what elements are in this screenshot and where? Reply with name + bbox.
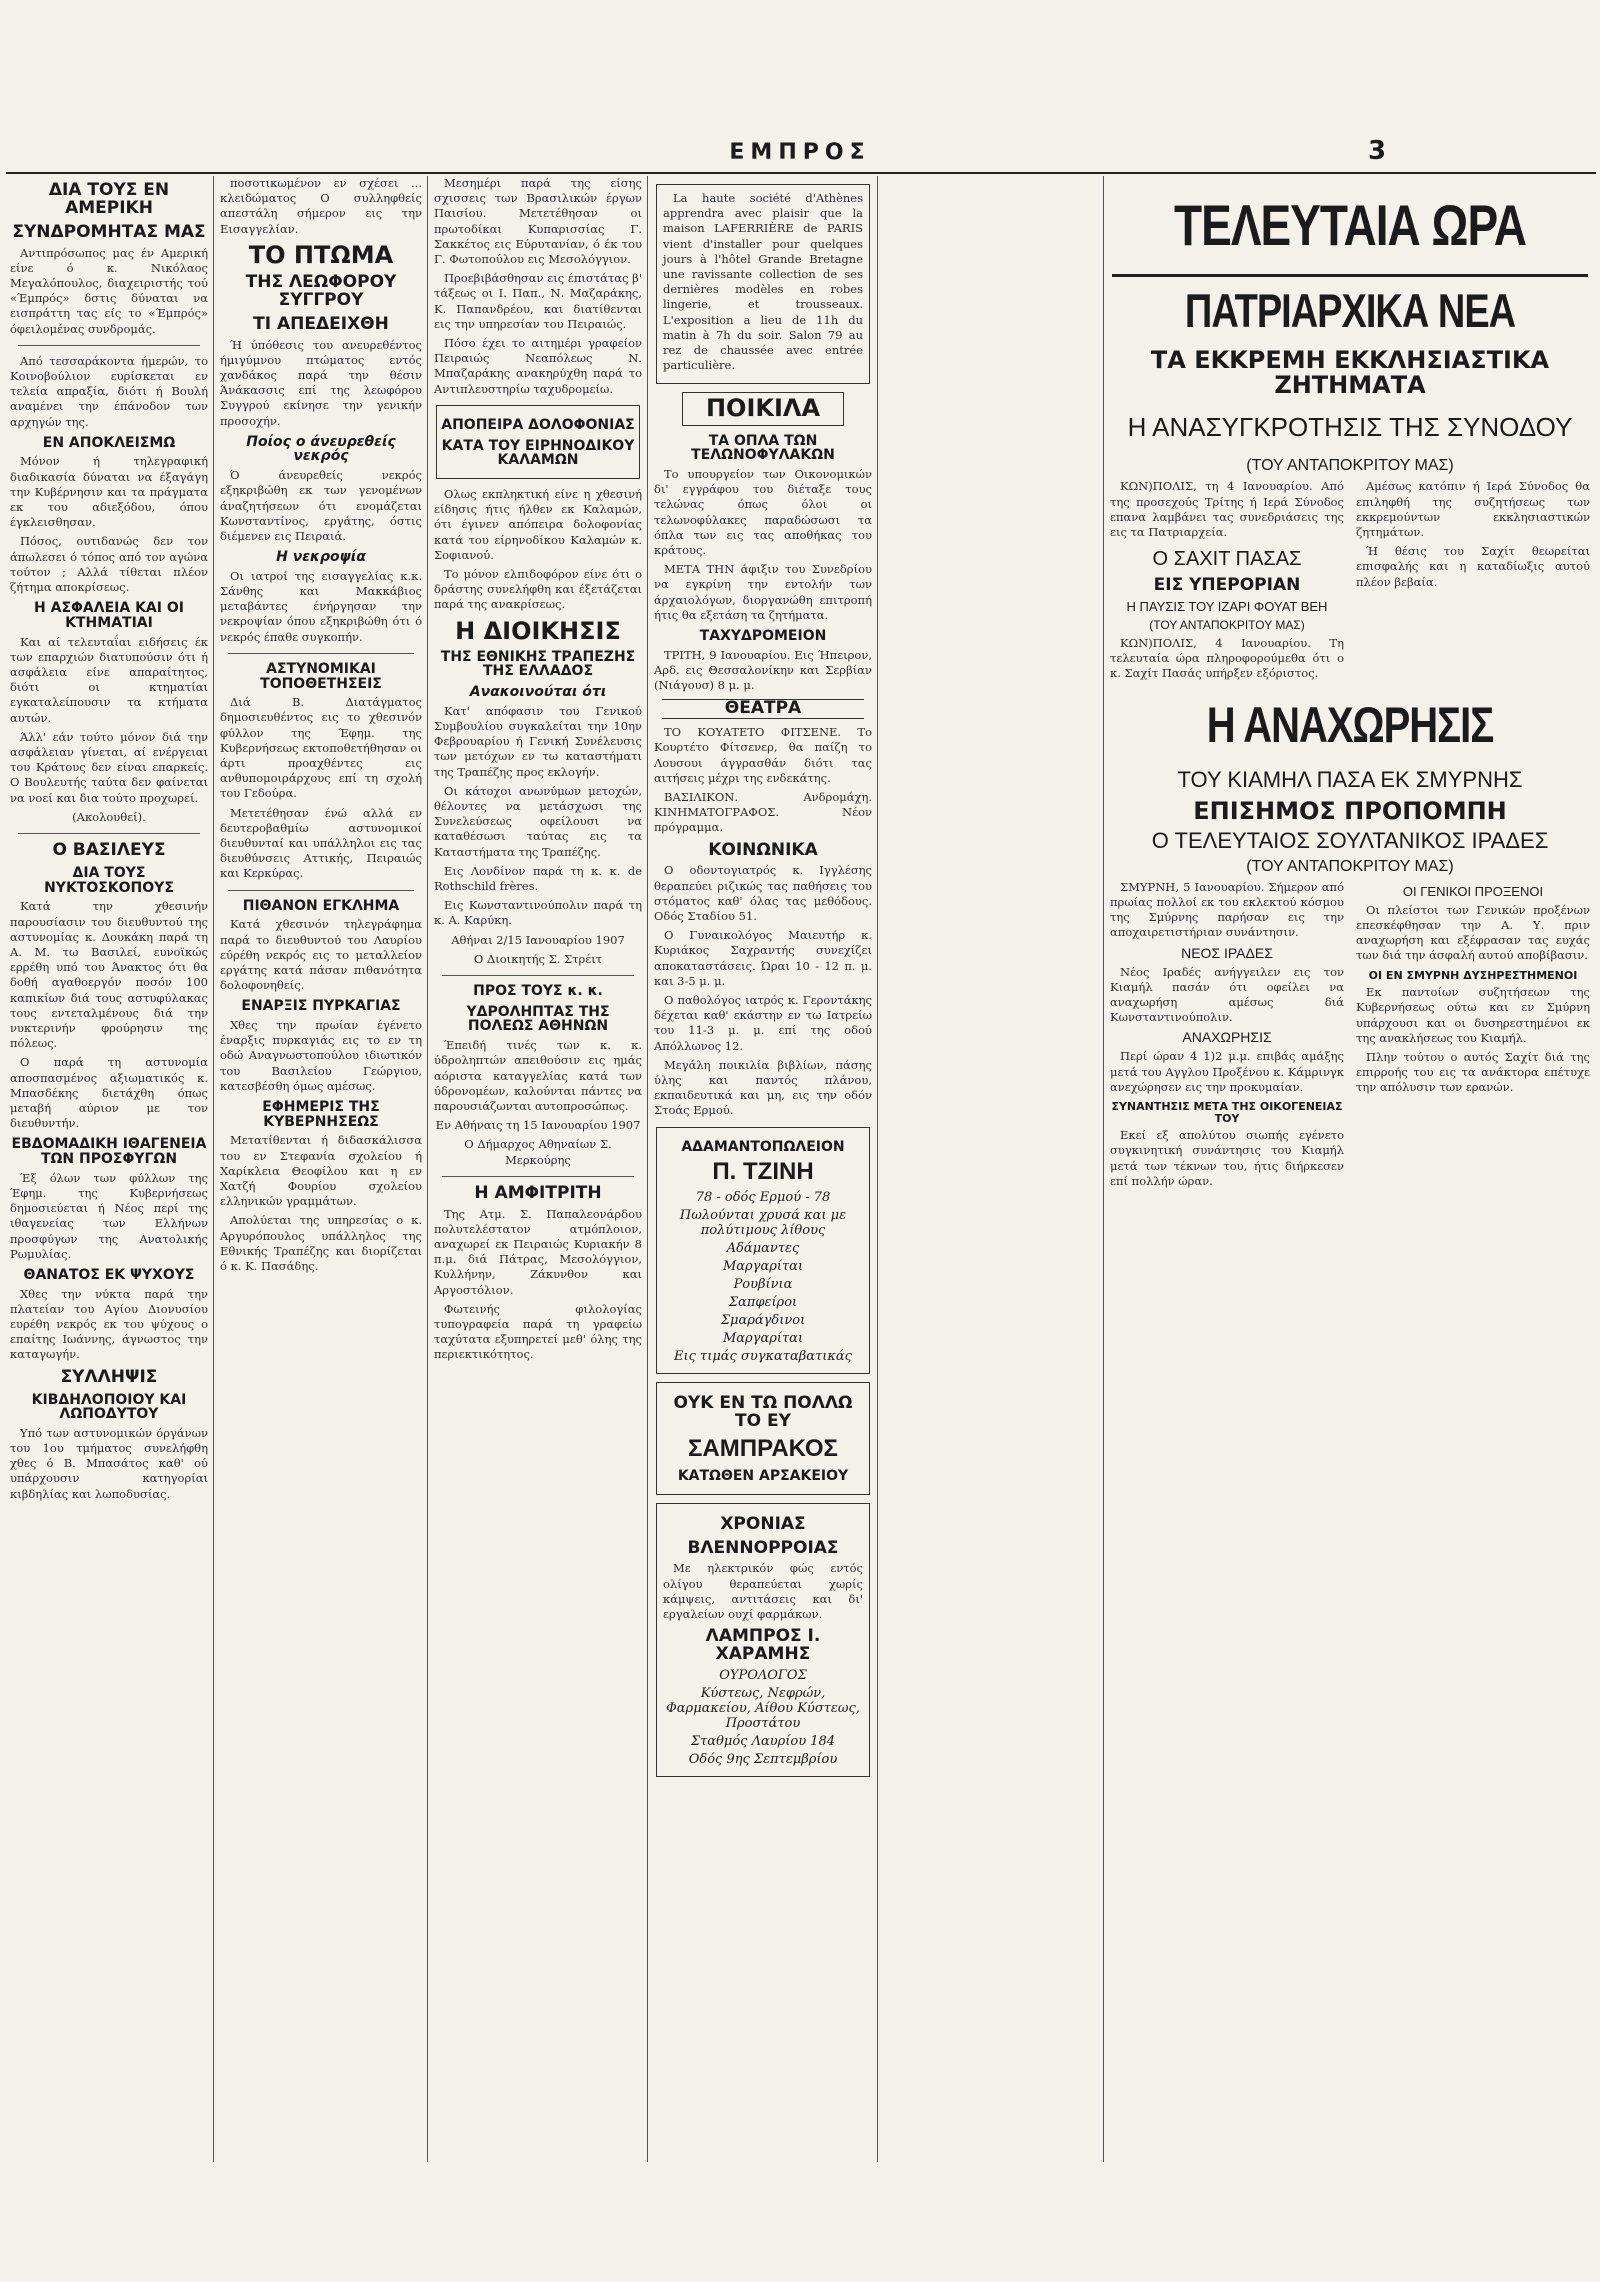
article-text: Διά Β. Διατάγματος δημοσιευθέντος εις το χθεσινόν φύλλον της Έφημ. της Κυβερνήσεως εκτοποθετήθησαν οι άρτι προαχθέντες εις ανθυπομοιράρχους επί τη σχολή του Γεδούρα. <box>220 695 422 801</box>
headline: Η ΑΝΑΣΥΓΚΡΟΤΗΣΙΣ ΤΗΣ ΣΥΝΟΔΟΥ <box>1127 412 1573 443</box>
headline: ΕΦΗΜΕΡΙΣ ΤΗΣ ΚΥΒΕΡΝΗΣΕΩΣ <box>262 1099 380 1130</box>
separator <box>18 345 200 346</box>
article-text: Οι κάτοχοι ανωνύμων μετοχών, θέλοντες να μετάσχωσι της Συνελεύσεως οφείλουσι να καταθέσωσι ταύτας εις τα Καταστήματα της Τραπέζης. <box>434 783 642 859</box>
article-text: Φωτεινής φιλολογίας τυπογραφεία παρά τη γραφείω ταχύτατα εξυπηρετεί μεθ' όλης της περιεκτικότητος. <box>434 1301 642 1362</box>
article-text: Ή ύπόθεσις του ανευρεθέντος ήμιγύμνου πτώματος εντός χανδάκος παρά την θέσιν Άνάκασσις επί της λεωφόρου Συγγρού εκίνησε την γενικήν προσοχήν. <box>220 337 422 428</box>
subheadline: ΑΝΑΧΩΡΗΣΙΣ <box>1182 1029 1272 1046</box>
article-text: Ο οδοντογιατρός κ. Ιγγλέσης θεραπεύει ριζικώς τας παθήσεις του στόματος καθ' όλας τας μεθόδους. Οδός Σταδίου 51. <box>654 863 872 924</box>
headline: ΑΠΟΠΕΙΡΑ ΔΟΛΟΦΟΝΙΑΣ <box>441 416 635 433</box>
headline: ΚΟΙΝΩΝΙΚΑ <box>708 839 818 860</box>
article-text: Άλλ' εάν τούτο μόνον διά την ασφάλειαν γίνεται, αί ενέργειαι του Κράτους δεν είναι επαρκείς. Ο Βουλευτής ταύτα δεν φαίνεται να νοεί και δια τούτο προχωρεί. <box>10 729 208 805</box>
column-2 <box>218 176 424 2162</box>
article-text: ΤΟ ΚΟΥΑΤΕΤΟ ΦΙΤΣΕΝΕ. Το Κουρτέτο Φίτσενερ, θα παίζη το Λουσουι άγγρασθάν διότι τας αιτήσεις μέχρι της ενδεκάτης. <box>654 725 872 785</box>
separator <box>228 890 414 891</box>
article-text: Ο Γυναικολόγος Μαιευτήρ κ. Κυριάκος Σαχραντής συνεχίζει αποκαταστάσεις. Ώραι 10 - 12 π. μ. και 3-5 μ. μ. <box>654 928 872 988</box>
headline: ΠΡΟΣ ΤΟΥΣ κ. κ. <box>473 983 603 1000</box>
article-text: Κατά την χθεσινήν παρουσίασιν του διευθυντού της αστυνομίας κ. Δουκάκη παρά τη Α. Μ. τω Βασιλεί, ευνοϊκώς ερρέθη υπό του Άνακτος ότι θα δοθή αγαθοεργόν ποσόν 100 καπικίων διά τους αστυφύλακας τους εντεταλμένους διά την νυκτερινήν φρούρησιν της πόλεως. <box>10 899 208 1051</box>
top-rule <box>6 172 1596 174</box>
ad-line: ΑΔΑΜΑΝΤΟΠΩΛΕΙΟΝ <box>681 1138 845 1155</box>
ad-title: ΧΡΟΝΙΑΣ <box>720 1513 806 1534</box>
signature: Αθήναι 2/15 Ιανουαρίου 1907 <box>451 932 625 947</box>
two-column-block <box>1108 479 1592 544</box>
ad-line: Μαργαρίται <box>722 1259 804 1275</box>
last-hour-section <box>1108 176 1592 2162</box>
subheadline: Ανακοινούται ότι <box>469 684 607 701</box>
article-text: Από τεσσαράκοντα ήμερών, το Κοινοβούλιον ευρίσκεται εν τελεία απραξία, διότι ή Βουλή αναμένει την έπάνοδον των αρχηγών της. <box>10 353 208 429</box>
headline: ΑΣΤΥΝΟΜΙΚΑΙ ΤΟΠΟΘΕΤΗΣΕΙΣ <box>260 660 382 692</box>
two-column-block <box>1108 880 1592 1193</box>
article-text: Κατ' απόφασιν του Γενικού Συμβουλίου συγκαλείται την 10ην Φεβρουαρίου ή Γενική Συνέλευσις των μετόχων εν τω καταστήματι της Τραπέζης προς εκλογήν. <box>434 703 642 779</box>
subheadline: ΟΙ ΕΝ ΣΜΥΡΝΗ ΔΥΣΗΡΕΣΤΗΜΕΝΟΙ <box>1368 968 1578 982</box>
article-text: Αμέσως κατόπιν ή Ιερά Σύνοδος θα επιληφθή της συζητήσεως των εκκρεμούντων εκκλησιαστικών ζητημάτων. <box>1356 479 1590 539</box>
column-divider <box>877 176 878 2162</box>
ad-line: Σμαράγδινοι <box>720 1313 806 1329</box>
article-text: Και αί τελευταΐαι ειδήσεις έκ των επαρχιών διατυπούσιν ότι ή ασφάλεια είνε απαραίτητος, διότι οι κτηματίαι εγκαταλείπουσιν τα κτήματα αυτών. <box>10 634 208 725</box>
column-1 <box>8 176 210 2162</box>
ad-line: Ρουβίνια <box>733 1277 793 1293</box>
headline: Η ΑΜΦΙΤΡΙΤΗ <box>474 1182 602 1203</box>
masthead <box>0 136 1600 168</box>
article-text: Νέος Ιραδές ανήγγειλεν εις τον Κιαμήλ πασάν ότι οφείλει να αναχωρήση αμέσως διά Κωνσταντινούπολιν. <box>1110 964 1344 1025</box>
subheadline: ΣΥΝΑΝΤΗΣΙΣ ΜΕΤΑ ΤΗΣ ΟΙΚΟΓΕΝΕΙΑΣ ΤΟΥ <box>1111 1100 1343 1125</box>
headline: ΣΥΝΔΡΟΜΗΤΑΣ ΜΑΣ <box>12 221 206 242</box>
ad-line: 78 - οδός Ερμού - 78 <box>695 1190 831 1206</box>
subheadline: ΤΑ ΟΠΛΑ ΤΩΝ ΤΕΛΩΝΟΦΥΛΑΚΩΝ <box>691 432 835 464</box>
article-text: Περί ώραν 4 1)2 μ.μ. επιβάς αμάξης μετά του Αγγλου Προξένου κ. Κάμρινγκ ανεχώρησεν εις την προκυμαίαν. <box>1110 1049 1344 1094</box>
headline: ΘΕΑΤΡΑ <box>662 699 864 719</box>
subheadline: Η ΑΣΦΑΛΕΙΑ ΚΑΙ ΟΙ ΚΤΗΜΑΤΙΑΙ <box>34 600 184 631</box>
article-text: ΣΜΥΡΝΗ, 5 Ιανουαρίου. Σήμερον από πρωίας πολλοί εκ του εκλεκτού κόσμου της Σμύρνης παρήσαν εις την αποχαιρετιστήριαν συνάντησιν. <box>1110 879 1344 940</box>
article-text: Ή θέσις του Σαχίτ θεωρείται επισφαλής και η καταδίωξις αυτού πλέον βεβαία. <box>1356 544 1590 589</box>
ad-line: Σαπφείροι <box>728 1295 798 1311</box>
advertisement-box <box>656 1503 870 1777</box>
article-text: Πόσο έχει το αιτημέρι γραφείον Πειραιώς Νεαπόλεως Ν. Μπαζαράκης ανακηρύχθη παρά το Αντιπλευστηρίω ταχυδρομείω. <box>434 336 642 396</box>
column-divider <box>427 176 428 2162</box>
article-text: Μεγάλη ποικιλία βιβλίων, πάσης ύλης και παντός πλάνου, εκπαιδευτικά και μη, εις την οδόν Στοάς Ερμού. <box>654 1057 872 1118</box>
headline: Ο ΒΑΣΙΛΕΥΣ <box>52 840 166 861</box>
ad-title: ΛΑΜΠΡΟΣ Ι. ΧΑΡΑΜΗΣ <box>705 1626 821 1665</box>
column-4 <box>652 176 874 2162</box>
article-text: Χθες την πρωίαν έγένετο έναρξις πυρκαγιάς εις το εν τη οδώ Αναγνωστοπούλου ιδιωτικόν του Βασιλείου Γεώργιου, κατεσβέσθη όμως αμέσως. <box>220 1018 422 1093</box>
article-text: ΜΕΤΑ ΤΗΝ άφιξιν του Συνεδρίου να εγκρίνη την εντολήν των άρχαιολόγων, διοργανώθη επιτροπή ήτις θα εξετάση τα ζητήματα. <box>654 562 872 622</box>
headline: ΚΙΒΔΗΛΟΠΟΙΟΥ ΚΑΙ ΛΩΠΟΔΥΤΟΥ <box>31 1391 187 1423</box>
headline: ΕΝΑΡΞΙΣ ΠΥΡΚΑΓΙΑΣ <box>241 998 401 1015</box>
advertisement-box <box>656 1382 870 1494</box>
headline: ΚΑΤΑ ΤΟΥ ΕΙΡΗΝΟΔΙΚΟΥ ΚΑΛΑΜΩΝ <box>441 437 635 469</box>
article-text: Το υπουργείον των Οικονομικών δι' εγγράφου του διέταξε τους τελώνας όπως όλοι οι τελωνοφύλακες παραδώσωσι τα όπλα των εις τας αποθήκας του κράτους. <box>654 467 872 558</box>
headline: ΤΙ ΑΠΕΔΕΙΧΘΗ <box>253 313 389 334</box>
article-text: Αντιπρόσωπος μας έν Αμερική είνε ό κ. Νικόλαος Μεγαλόπουλος, διαχειριστής τού «Έμπρός» δστις δύναται να εισπράττη τας είς το «Έμπρός» όφειλομένας συνδρομάς. <box>10 245 208 336</box>
ad-line: ΟΥΡΟΛΟΓΟΣ <box>719 1667 807 1683</box>
ad-line: ΚΑΤΩΘΕΝ ΑΡΣΑΚΕΙΟΥ <box>677 1468 849 1485</box>
headline: ΔΙΑ ΤΟΥΣ ΕΝ ΑΜΕΡΙΚΗ <box>48 180 170 218</box>
two-column-block <box>1108 544 1592 685</box>
subheadline: ΕΝ ΑΠΟΚΛΕΙΣΜΩ <box>42 434 176 451</box>
ad-line: Μαργαρίται <box>722 1331 804 1347</box>
ad-title: ΒΛΕΝΝΟΡΡΟΙΑΣ <box>687 1537 839 1558</box>
headline: ΘΑΝΑΤΟΣ ΕΚ ΨΥΧΟΥΣ <box>23 1266 195 1283</box>
subheadline: Η ΠΑΥΣΙΣ ΤΟΥ ΙΖΑΡΙ ΦΟΥΑΤ ΒΕΗ <box>1126 599 1328 615</box>
correspondent-note: (ΤΟΥ ΑΝΤΑΠΟΚΡΙΤΟΥ ΜΑΣ) <box>1149 618 1305 633</box>
column-divider <box>1103 176 1104 2162</box>
article-text: Έξ όλων των φύλλων της Έφημ. της Κυβερνήσεως δημοσιεύεται ή Νέος περί της ιθαγενείας των Ελλήνων προσφύγων της Ανατολικής Ρωμυλίας. <box>10 1170 208 1261</box>
advertisement-text: La haute société d'Athènes apprendra avec plaisir que la maison LAFERRIÈRE de PARIS vient d'installer pour quelques jours à l'hôtel Grande Bretagne une ravissante collection de ses dernières modèles en robes lingerie, et trousseaux. L'exposition a lieu de 11h du matin à 7h du soir. Salon 79 au rez de chaussée avec entrée particulière. <box>663 191 863 373</box>
separator <box>442 1176 634 1177</box>
headline: ΤΟ ΠΤΩΜΑ <box>248 240 394 269</box>
subheadline: Ποίος ο άνευρεθείς νεκρός <box>246 433 396 465</box>
article-text: Οι πλείστοι των Γενικών προξένων επεσκέφθησαν την Α. Υ. πριν αναχωρήση και εξέφρασαν τας ευχάς των διά την άσφαλή αυτού αποβίβασιν. <box>1356 902 1590 963</box>
article-text: Εκεί εξ απολύτου σιωπής εγένετο συγκινητική συνάντησις του Κιαμήλ μετά των τέκνων του, ήτις διήρκεσεν επί πολλήν ώραν. <box>1110 1128 1344 1188</box>
article-text: Μεσημέρι παρά της είσης σχισσεις των Βρασιλικών έργων Παισίου. Μετετέθησαν οι πρωτοδίκαι Κυπαρισσίας Γ. Σακκέτος εις Εύρυτανίαν, ό έκ του Γ. Φωτοπούλου εις Μεσολόγγιον. <box>434 176 642 267</box>
separator <box>1112 274 1588 277</box>
separator <box>228 653 414 654</box>
article-text: Χθες την νύκτα παρά την πλατείαν του Αγίου Διονυσίου ευρέθη νεκρός εκ του ψύχους ο επαίτης Ιωάννης, άγνωστος την καταγωγήν. <box>10 1286 208 1362</box>
advertisement-box <box>656 1127 870 1375</box>
ad-line: ΟΥΚ ΕΝ ΤΩ ΠΟΛΛΩ ΤΟ ΕΥ <box>673 1393 853 1432</box>
headline: ΤΗΣ ΛΕΩΦΟΡΟΥ ΣΥΓΓΡΟΥ <box>245 272 397 310</box>
headline: Η ΑΝΑΧΩΡΗΣΙΣ <box>1206 698 1494 754</box>
article-text: Υπό των αστυνομικών όργάνων του 1ου τμήματος συνελήφθη χθες ό Β. Μπασάτος καθ' ού υπάρχουσιν κατηγορίαι κιβδηλίας και λωποδυσίας. <box>10 1425 208 1501</box>
article-text: Απολύεται της υπηρεσίας ο κ. Αργυρόπουλος υπάλληλος της Εθνικής Τραπέζης και διορίζεται ό κ. Κ. Πασάδης. <box>220 1213 422 1274</box>
signature: Ο Δήμαρχος Αθηναίων Σ. Μερκούρης <box>464 1137 612 1167</box>
correspondent-note: (ΤΟΥ ΑΝΤΑΠΟΚΡΙΤΟΥ ΜΑΣ) <box>1246 457 1454 475</box>
separator <box>442 975 634 976</box>
article-text: Προεβιβάσθησαν εις έπιστάτας β' τάξεως οι Ι. Παπ., Ν. Μαζαράκης, Κ. Παπανδρέου, και διατίθενται εις την υπηρεσίαν του Πειραιώς. <box>434 271 642 331</box>
separator <box>18 833 200 834</box>
ad-line: Οδός 9ης Σεπτεμβρίου <box>688 1751 838 1767</box>
article-text: Εκ παντοίων συζητήσεων της Κυβερνήσεως ούτω και εν Σμύρνη υπάρχουσι και οι δυσηρεστημένοι εκ της ανακλήσεως του Κιαμήλ. <box>1356 985 1590 1045</box>
headline: ΥΔΡΟΛΗΠΤΑΣ ΤΗΣ ΠΟΛΕΩΣ ΑΘΗΝΩΝ <box>466 1003 610 1035</box>
correspondent-note: (ΤΟΥ ΑΝΤΑΠΟΚΡΙΤΟΥ ΜΑΣ) <box>1246 857 1454 875</box>
article-text: Ο παθολόγος ιατρός κ. Γεροντάκης δέχεται καθ' εκάστην εν τω Ιατρείω του 11-3 μ. μ. επί της οδού Απόλλωνος 12. <box>654 993 872 1053</box>
headline: ΠΙΘΑΝΟΝ ΕΓΚΛΗΜΑ <box>242 897 400 914</box>
signature: Ο Διοικητής Σ. Στρέιτ <box>473 951 603 966</box>
article-text: Ό άνευρεθείς νεκρός εξηκριβώθη εκ των γενομένων άναζητήσεων ότι ενομάζεται Κωνσταντίνος, εργάτης, όστις διέμενεν εις Πειραιά. <box>220 468 422 543</box>
newspaper-title: ΕΜΠΡΟΣ <box>729 140 871 165</box>
column-3 <box>432 176 644 2162</box>
headline: ΠΑΤΡΙΑΡΧΙΚΑ ΝΕΑ <box>1184 285 1516 339</box>
article-text: Έπειδή τινές των κ. κ. ύδροληπτών απειθούσιν εις ημάς αόριστα καταγγελίας κατά των ύδρονομέων, καλούνται πάντες να παρουσιάζωνται αυτοπροσώπως. <box>434 1038 642 1113</box>
headline: ΤΑ ΕΚΚΡΕΜΗ ΕΚΚΛΗΣΙΑΣΤΙΚΑ ΖΗΤΗΜΑΤΑ <box>1150 346 1550 400</box>
ad-line: Αδάμαντες <box>726 1241 800 1257</box>
headline: Ο ΤΕΛΕΥΤΑΙΟΣ ΣΟΥΛΤΑΝΙΚΟΣ ΙΡΑΔΕΣ <box>1151 827 1549 853</box>
ad-line: Πωλούνται χρυσά και με πολύτιμους λίθους <box>679 1208 847 1239</box>
article-text: Πλην τούτου ο αυτός Σαχίτ διά της επιρροής του εις τα ανάκτορα επέτυχε την απόλυσιν των ερανών. <box>1356 1050 1590 1095</box>
subheadline: Η νεκροψία <box>276 549 366 566</box>
headline-box <box>436 405 640 479</box>
article-text: Κατά χθεσινόν τηλεγράφημα παρά το διευθυντού του Λαυρίου εύρέθη νεκρός εις το μεταλλείον εργάτης κατά πάσαν πιθανότητα δολοφονηθείς. <box>220 917 422 993</box>
article-text: ΚΩΝ)ΠΟΛΙΣ, τη 4 Ιανουαρίου. Από της προσεχούς Τρίτης ή Ιερά Σύνοδος επανα λαμβάνει τας συνεδριάσεις της εις τα Πατριαρχεία. <box>1110 479 1344 539</box>
article-text: Πόσος, ουτιδανώς δεν τον άπωλεσει ό τόπος από τον αγώνα τούτον ; Αλλά τίθεται πλέον ζήτημα αποκρίσεως. <box>10 534 208 595</box>
signature: Εν Αθήναις τη 15 Ιανουαρίου 1907 <box>435 1118 641 1133</box>
article-text: Της Ατμ. Σ. Παπαλεονάρδου πολυτελέστατον ατμόπλοιον, αναχωρεί εκ Πειραιώς Κυριακήν 8 π.μ. διά Πάτρας, Μεσολόγγιον, Κυλλήνην, Ζάκυνθον και Αργοστόλιον. <box>434 1206 642 1297</box>
headline-main: ΤΕΛΕΥΤΑΙΑ ΩΡΑ <box>1174 192 1526 258</box>
column-divider <box>213 176 214 2162</box>
article-text: Οι ιατροί της εισαγγελίας κ.κ. Σάνθης και Μακκάβιος μεταβάντες ένήργησαν την νεκροψίαν όπου εξηκριβώθη ότι ό νεκρός έπαθε συγκοπήν. <box>220 568 422 644</box>
column-divider <box>647 176 648 2162</box>
subheadline: ΝΕΟΣ ΙΡΑΔΕΣ <box>1181 944 1273 961</box>
article-text: ΒΑΣΙΛΙΚΟΝ. Ανδρομάχη. ΚΙΝΗΜΑΤΟΓΡΑΦΟΣ. Νέον πρόγραμμα. <box>654 789 872 835</box>
ad-line: Κύστεως, Νεφρών, Φαρμακείου, Αίθου Κύστεως, Προστάτου <box>666 1685 860 1731</box>
advertisement-box <box>656 184 870 384</box>
subheadline: ΟΙ ΓΕΝΙΚΟΙ ΠΡΟΞΕΝΟΙ <box>1402 883 1544 899</box>
article-text: Το μόνον ελπιδοφόρον είνε ότι ο δράστης συνελήφθη και έξετάζεται παρά της ανακρίσεως. <box>434 566 642 612</box>
headline: ΤΟΥ ΚΙΑΜΗΛ ΠΑΣΑ ΕΚ ΣΜΥΡΝΗΣ <box>1177 766 1523 792</box>
headline: ΤΗΣ ΕΘΝΙΚΗΣ ΤΡΑΠΕΖΗΣ ΤΗΣ ΕΛΛΑΔΟΣ <box>440 648 636 680</box>
headline: ΕΙΣ ΥΠΕΡΟΡΙΑΝ <box>1153 575 1301 596</box>
signature: (Ακολουθεί). <box>72 809 146 824</box>
ad-title: ΣΑΜΠΡΑΚΟΣ <box>688 1435 838 1463</box>
article-text: Ο παρά τη αστυνομία αποσπασμένος αξιωματικός κ. Μπασδέκης διετάχθη όπως μεταβή αύριον με τον διευθυντήν. <box>10 1055 208 1131</box>
headline: ΤΑΧΥΔΡΟΜΕΙΟΝ <box>699 628 827 645</box>
article-text: Μετατίθενται ή διδασκάλισσα του εν Στεφανία σχολείου ή Χαρίκλεια Θεοφίλου και η εν Χατζή Φουρίου σχολείου ελληνικών γραμμάτων. <box>220 1133 422 1209</box>
article-text: ποσοτικωμένον εν σχέσει ... κλειδώματος Ο συλληφθείς απεστάλη σήμερον εις την Εισαγγελίαν. <box>220 176 422 236</box>
headline: ΠΟΙΚΙΛΑ <box>682 392 844 425</box>
headline: Η ΔΙΟΙΚΗΣΙΣ <box>455 616 621 645</box>
headline: ΔΙΑ ΤΟΥΣ ΝΥΚΤΟΣΚΟΠΟΥΣ <box>44 864 174 896</box>
ad-line: Σταθμός Λαυρίου 184 <box>690 1733 836 1749</box>
ad-text: Με ηλεκτρικόν φώς εντός ολίγου θεραπεύεται χωρίς κάμψεις, αντιτάσεις και δι' εργαλείων ουχί φαρμάκων. <box>663 1561 863 1622</box>
ad-line: Εις τιμάς συγκαταβατικάς <box>674 1349 852 1365</box>
headline: ΣΥΛΛΗΨΙΣ <box>60 1366 158 1387</box>
ad-title: Π. ΤΖΙΝΗ <box>712 1158 814 1186</box>
article-text: Εις Λονδίνον παρά τη κ. κ. de Rothschild frères. <box>434 863 642 894</box>
article-text: Ολως εκπληκτική είνε η χθεσινή είδησις ήτις ήλθεν εκ Καλαμών, ότι έγινεν απόπειρα δολοφονίας κατά του είρηνοδίκου Καλαμών κ. Σοφιανού. <box>434 486 642 562</box>
article-text: Μόνον ή τηλεγραφική διαδικασία δύναται να έξαγάγη την Κυβέρνησιν και τα πράγματα εκ του αδιεξόδου, όπου έγκλεισθησαν. <box>10 454 208 530</box>
article-text: ΤΡΙΤΗ, 9 Ιανουαρίου. Εις Ήπειρον, Αρδ. εις Θεσσαλονίκην και Σερβίαν (Νιάγουσ) 8 μ. μ. <box>654 647 872 693</box>
article-text: Εις Κωνσταντινούπολιν παρά τη κ. Α. Καρύκη. <box>434 898 642 928</box>
headline: ΕΒΔΟΜΑΔΙΚΗ ΙΘΑΓΕΝΕΙΑ ΤΩΝ ΠΡΟΣΦΥΓΩΝ <box>11 1136 207 1168</box>
headline: ΕΠΙΣΗΜΟΣ ΠΡΟΠΟΜΠΗ <box>1193 796 1507 825</box>
headline: Ο ΣΑΧΙΤ ΠΑΣΑΣ <box>1152 548 1302 571</box>
article-text: Μετετέθησαν ένώ αλλά εν δευτεροβαθμίω αστυνομικοί διευθυνταί και υπάλληλοι εις τας διευθύνσεις Αττικής, Πειραιώς και Κερκύρας. <box>220 805 422 881</box>
article-text: ΚΩΝ)ΠΟΛΙΣ, 4 Ιανουαρίου. Τη τελευταία ώρα πληροφορούμεθα ότι ο κ. Σαχίτ Πασάς υπήρξεν εξόριστος. <box>1110 636 1344 681</box>
page-number: 3 <box>1368 136 1387 166</box>
